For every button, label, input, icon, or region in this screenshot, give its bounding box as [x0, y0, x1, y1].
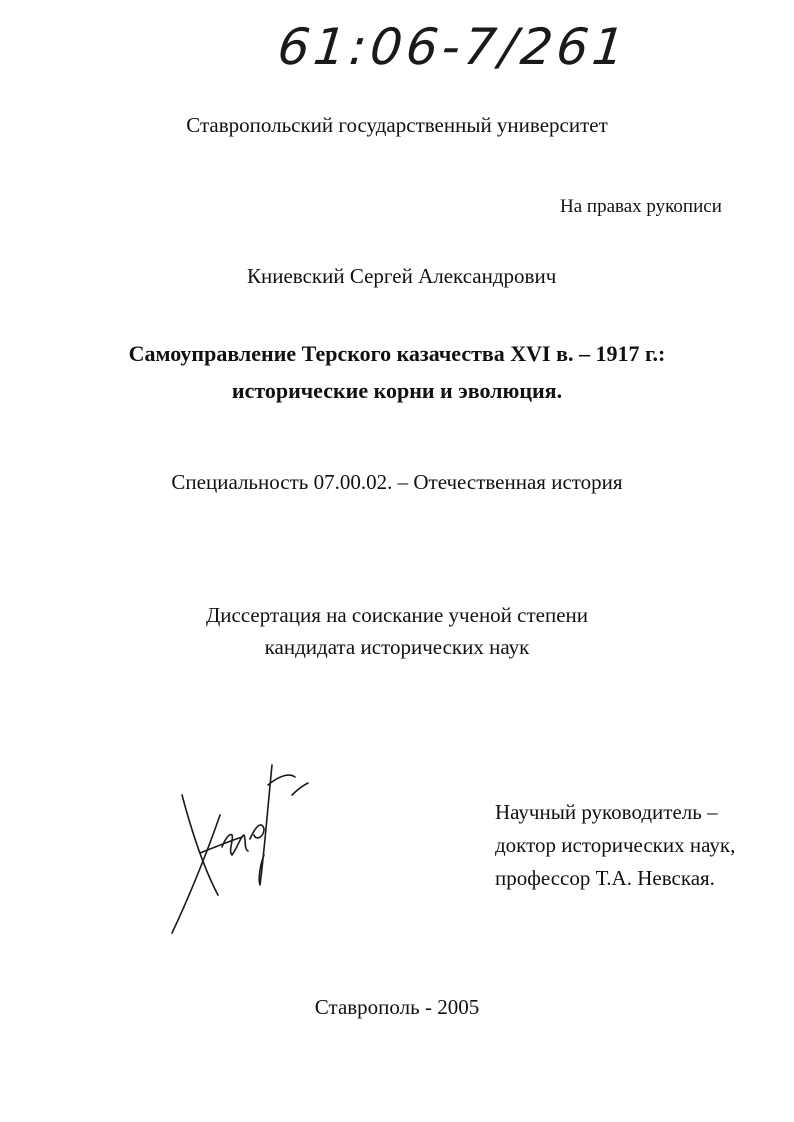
- supervisor-line-1: Научный руководитель –: [495, 800, 718, 824]
- dissertation-line-1: Диссертация на соискание ученой степени: [205, 603, 589, 627]
- manuscript-rights: На правах рукописи: [560, 196, 722, 217]
- title-line-1: Самоуправление Терского казачества XVI в. – 1917 г.:: [128, 341, 666, 366]
- title-line-2: исторические корни и эволюция.: [231, 378, 563, 403]
- archive-code: 61:06-7/261: [274, 18, 632, 76]
- author-name: Книевский Сергей Александрович: [247, 264, 557, 288]
- city-year: Ставрополь - 2005: [314, 995, 480, 1019]
- specialty: Специальность 07.00.02. – Отечественная история: [171, 470, 623, 494]
- university-name: Ставропольский государственный университет: [186, 113, 608, 137]
- signature: [160, 755, 320, 950]
- supervisor-line-2: доктор исторических наук,: [495, 833, 736, 857]
- supervisor-line-3: профессор Т.А. Невская.: [495, 866, 715, 890]
- dissertation-line-2: кандидата исторических наук: [264, 635, 530, 659]
